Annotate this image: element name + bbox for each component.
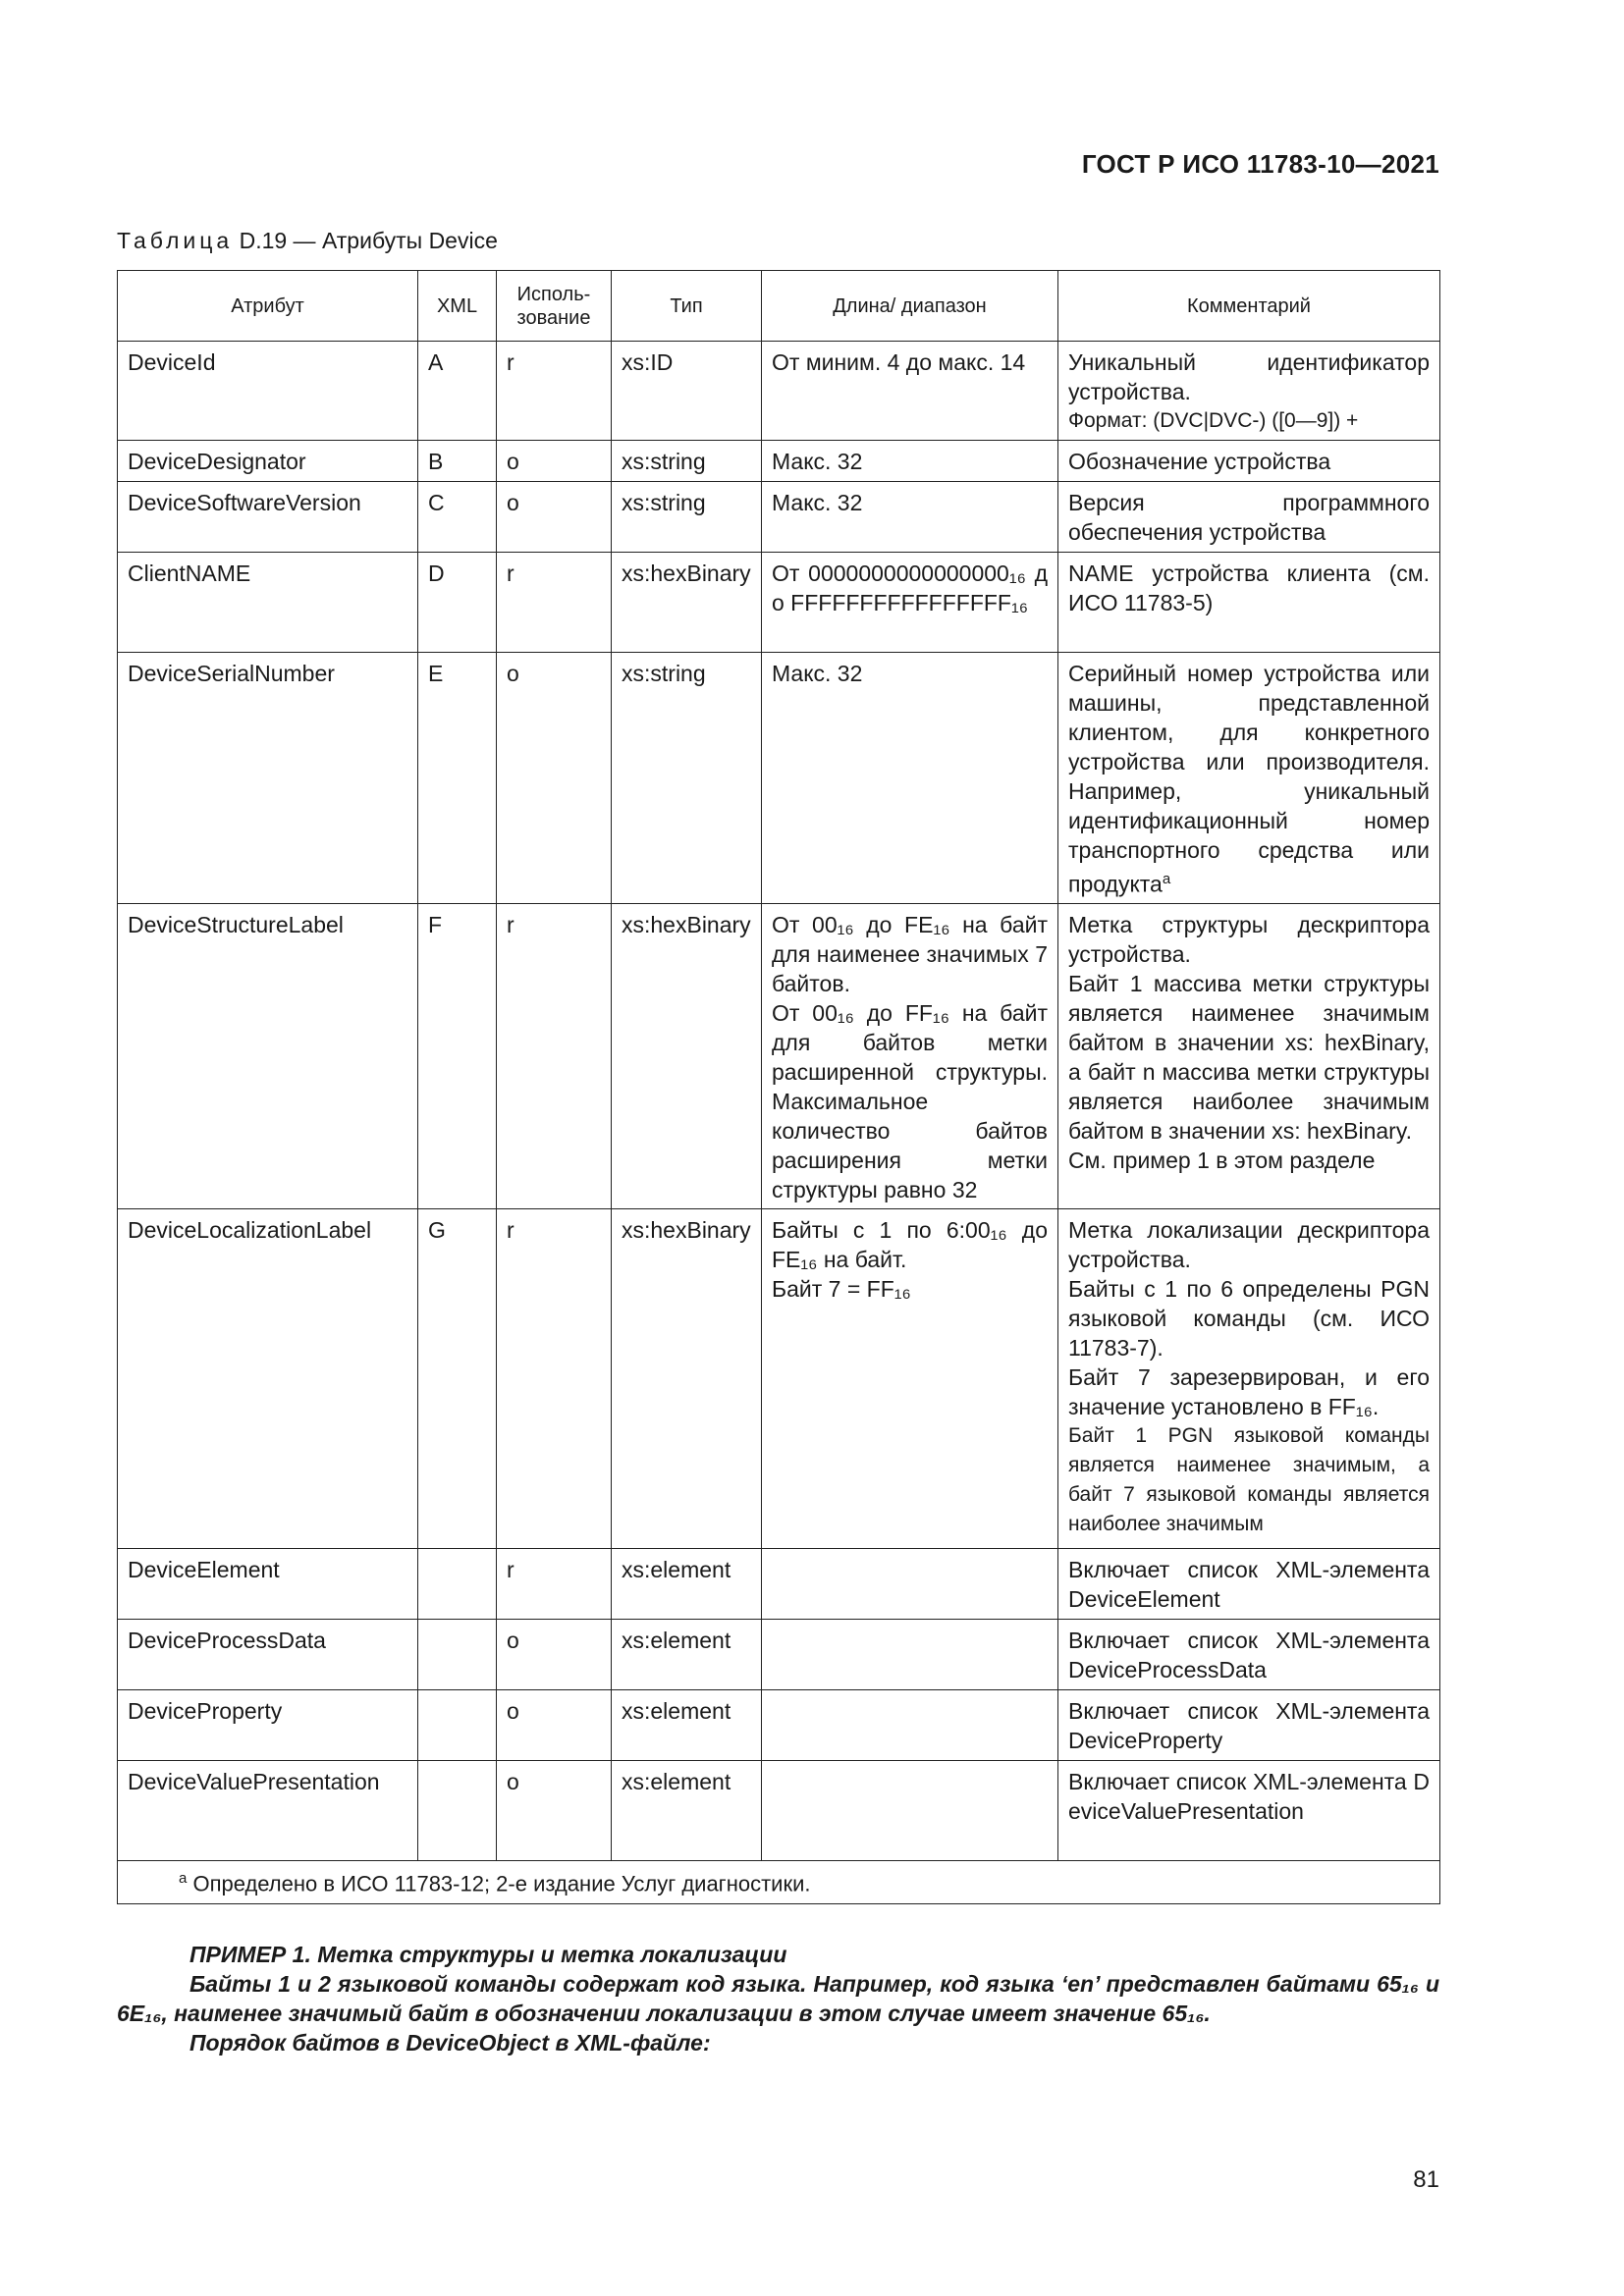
cell-usage: o	[497, 1760, 612, 1860]
cell-type: xs:string	[612, 441, 762, 482]
cell-range: Макс. 32	[762, 653, 1058, 904]
cell-range: От миним. 4 до макс. 14	[762, 342, 1058, 441]
range-line: От 00₁₆ до FE₁₆ на байт для наименее значимых 7 байтов.	[772, 911, 1048, 996]
range-line: Байт 7 = FF₁₆	[772, 1275, 911, 1302]
cell-attribute: DeviceId	[118, 342, 418, 441]
page-number: 81	[1413, 2166, 1439, 2193]
cell-range	[762, 1208, 1058, 1548]
table-row	[118, 441, 1440, 482]
cell-usage: o	[497, 1619, 612, 1689]
example-paragraph: Порядок байтов в DeviceObject в XML-файле:	[189, 2030, 711, 2056]
cell-xml: F	[418, 903, 497, 1208]
cell-attribute: DeviceValuePresentation	[118, 1760, 418, 1860]
comment-line: Формат: (DVC|DVC-) ([0—9]) +	[1068, 409, 1359, 432]
cell-usage: o	[497, 653, 612, 904]
cell-attribute: DeviceProcessData	[118, 1619, 418, 1689]
cell-attribute: DeviceElement	[118, 1548, 418, 1619]
cell-comment: Включает список XML-элемента DeviceProcessData	[1058, 1619, 1440, 1689]
cell-comment	[1058, 1208, 1440, 1548]
cell-type: xs:hexBinary	[612, 553, 762, 653]
example-block	[117, 1940, 1439, 2057]
cell-xml	[418, 1689, 497, 1760]
cell-comment	[1058, 903, 1440, 1208]
cell-range: Макс. 32	[762, 482, 1058, 553]
cell-range: От 0000000000000000₁₆ до FFFFFFFFFFFFFFFF₁₆	[762, 553, 1058, 653]
example-title: ПРИМЕР 1. Метка структуры и метка локализации	[189, 1942, 787, 1967]
col-header-xml: XML	[418, 271, 497, 342]
footnote-text: Определено в ИСО 11783-12; 2-е издание Услуг диагностики.	[187, 1870, 811, 1896]
cell-type: xs:ID	[612, 342, 762, 441]
comment-line: Метка локализации дескриптора устройства.	[1068, 1216, 1430, 1272]
table-caption-label: Таблица	[117, 228, 234, 253]
col-header-attribute: Атрибут	[118, 271, 418, 342]
col-header-usage: Исполь-зование	[497, 271, 612, 342]
cell-range	[762, 1619, 1058, 1689]
cell-comment: NAME устройства клиента (см. ИСО 11783-5)	[1058, 553, 1440, 653]
cell-type: xs:element	[612, 1689, 762, 1760]
col-header-type: Тип	[612, 271, 762, 342]
cell-xml: C	[418, 482, 497, 553]
table-row	[118, 653, 1440, 904]
cell-xml: A	[418, 342, 497, 441]
table-caption-title: D.19 — Атрибуты Device	[233, 228, 498, 253]
cell-range	[762, 1689, 1058, 1760]
col-header-range: Длина/ диапазон	[762, 271, 1058, 342]
cell-comment	[1058, 342, 1440, 441]
cell-xml	[418, 1548, 497, 1619]
cell-attribute: DeviceLocalizationLabel	[118, 1208, 418, 1548]
cell-xml: B	[418, 441, 497, 482]
table-header-row	[118, 271, 1440, 342]
cell-comment: Версия программного обеспечения устройства	[1058, 482, 1440, 553]
cell-range	[762, 903, 1058, 1208]
cell-usage: r	[497, 1548, 612, 1619]
cell-type: xs:string	[612, 482, 762, 553]
table-footnote-row	[118, 1860, 1440, 1903]
cell-comment	[1058, 653, 1440, 904]
cell-xml	[418, 1619, 497, 1689]
cell-comment: Обозначение устройства	[1058, 441, 1440, 482]
cell-usage: o	[497, 1689, 612, 1760]
comment-line: См. пример 1 в этом разделе	[1068, 1147, 1376, 1173]
cell-attribute: DeviceStructureLabel	[118, 903, 418, 1208]
table-row	[118, 1760, 1440, 1860]
cell-comment: Включает список XML-элемента DeviceValuePresentation	[1058, 1760, 1440, 1860]
footnote-ref: а	[1162, 871, 1171, 887]
table-row	[118, 1208, 1440, 1548]
cell-range	[762, 1548, 1058, 1619]
comment-line: Метка структуры дескриптора устройства.	[1068, 911, 1430, 967]
table-row	[118, 482, 1440, 553]
standard-header: ГОСТ Р ИСО 11783-10—2021	[1081, 149, 1439, 179]
range-line: Байты с 1 по 6:00₁₆ до FE₁₆ на байт.	[772, 1216, 1048, 1272]
cell-usage: r	[497, 342, 612, 441]
comment-line: Байт 7 зарезервирован, и его значение установлено в FF₁₆.	[1068, 1363, 1430, 1419]
comment-line: Байты с 1 по 6 определены PGN языковой команды (см. ИСО 11783-7).	[1068, 1275, 1430, 1361]
cell-comment: Включает список XML-элемента DeviceProperty	[1058, 1689, 1440, 1760]
comment-line: Байт 1 массива метки структуры является наименее значимым байтом в значении xs: hexBinary, а байт n массива метки структуры является наиболее значимым байтом в значении xs: hexBinary.	[1068, 970, 1430, 1144]
comment-line: Уникальный идентификатор устройства.	[1068, 349, 1430, 404]
cell-xml	[418, 1760, 497, 1860]
cell-attribute: DeviceSerialNumber	[118, 653, 418, 904]
col-header-comment: Комментарий	[1058, 271, 1440, 342]
device-attributes-table	[117, 270, 1440, 1904]
table-row	[118, 342, 1440, 441]
range-line: От 00₁₆ до FF₁₆ на байт для байтов метки расширенной структуры. Максимальное количество байтов расширения метки структуры равно 32	[772, 999, 1048, 1202]
table-caption	[117, 228, 498, 254]
cell-type: xs:string	[612, 653, 762, 904]
table-row	[118, 1619, 1440, 1689]
cell-type: xs:hexBinary	[612, 903, 762, 1208]
table-row	[118, 903, 1440, 1208]
example-paragraph: Байты 1 и 2 языковой команды содержат код языка. Например, код языка ‘en’ представлен байтами 65₁₆ и 6E₁₆, наименее значимый байт в обозначении локализации в этом случае имеет значение 65₁₆.	[117, 1971, 1439, 2026]
comment-line: Серийный номер устройства или машины, представленной клиентом, для конкретного устройства или производителя. Например, уникальный идентификационный номер транспортного средства или продукта	[1068, 661, 1430, 897]
cell-attribute: ClientNAME	[118, 553, 418, 653]
cell-attribute: DeviceSoftwareVersion	[118, 482, 418, 553]
cell-xml: D	[418, 553, 497, 653]
cell-usage: r	[497, 1208, 612, 1548]
cell-usage: o	[497, 482, 612, 553]
cell-xml: G	[418, 1208, 497, 1548]
cell-attribute: DeviceDesignator	[118, 441, 418, 482]
cell-type: xs:element	[612, 1619, 762, 1689]
cell-attribute: DeviceProperty	[118, 1689, 418, 1760]
table-row	[118, 1689, 1440, 1760]
table-footnote	[118, 1860, 1440, 1903]
cell-range: Макс. 32	[762, 441, 1058, 482]
cell-type: xs:element	[612, 1760, 762, 1860]
cell-usage: o	[497, 441, 612, 482]
cell-type: xs:element	[612, 1548, 762, 1619]
cell-usage: r	[497, 903, 612, 1208]
cell-comment: Включает список XML-элемента DeviceElement	[1058, 1548, 1440, 1619]
table-row	[118, 1548, 1440, 1619]
table-row	[118, 553, 1440, 653]
cell-usage: r	[497, 553, 612, 653]
cell-range	[762, 1760, 1058, 1860]
footnote-mark: а	[179, 1869, 188, 1887]
cell-type: xs:hexBinary	[612, 1208, 762, 1548]
cell-xml: E	[418, 653, 497, 904]
comment-line: Байт 1 PGN языковой команды является наименее значимым, а байт 7 языковой команды является наиболее значимым	[1068, 1423, 1430, 1535]
